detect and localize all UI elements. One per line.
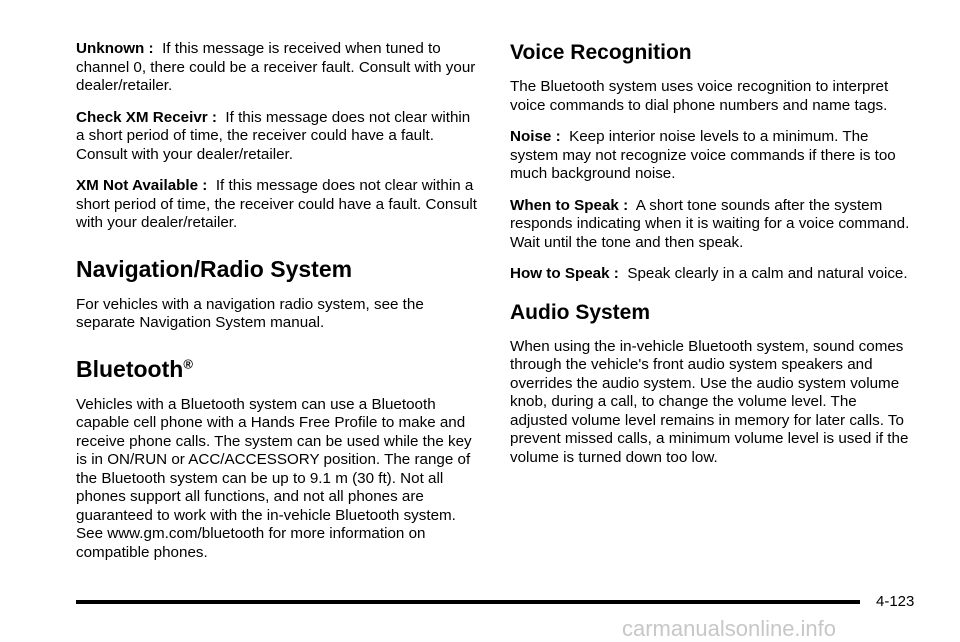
xm-not-available-entry xyxy=(76,177,480,233)
entry-text: Speak clearly in a calm and natural voice. xyxy=(627,265,908,282)
when-to-speak-entry xyxy=(510,197,914,253)
nav-radio-text: For vehicles with a navigation radio system, see the separate Navigation System manual. xyxy=(76,295,424,331)
how-to-speak-entry xyxy=(510,265,914,284)
nav-radio-heading: Navigation/Radio System xyxy=(76,255,353,282)
voice-recognition-text: The Bluetooth system uses voice recognition to interpret voice commands to dial phone numbers and name tags. xyxy=(510,78,889,114)
page-number: 4-123 xyxy=(876,593,915,610)
bluetooth-heading-text: Bluetooth xyxy=(76,355,184,382)
registered-mark: ® xyxy=(183,355,193,371)
term-label: Check XM Receivr : xyxy=(76,108,217,126)
audio-system-heading: Audio System xyxy=(510,300,651,324)
entry-text: Keep interior noise levels to a minimum. The system may not recognize voice commands if there is too much background noise. xyxy=(510,128,896,182)
bluetooth-heading xyxy=(76,355,480,383)
bluetooth-text: Vehicles with a Bluetooth system can use a Bluetooth capable cell phone with a Hands Free Profile to make and receive phone calls. The system can be used while the key is in ON/RUN or ACC/ACCESSORY position. The range of the Bluetooth system can be up to 9.1 m (30 ft). Not all phones support all functions, and not all phones are guaranteed to work with the in-vehicle Bluetooth system. See www.gm.com/bluetooth for more information on compatible phones. xyxy=(76,395,472,561)
term-label: When to Speak : xyxy=(510,196,629,214)
entry-text: If this message does not clear within a short period of time, the receiver could have a fault. Consult with your dealer/retailer. xyxy=(76,177,477,231)
term-label: How to Speak : xyxy=(510,265,619,282)
watermark: carmanualsonline.info xyxy=(622,616,837,641)
entry-text: If this message is received when tuned to channel 0, there could be a receiver fault. Consult with your dealer/retailer. xyxy=(76,40,476,94)
voice-recognition-heading: Voice Recognition xyxy=(510,41,692,64)
xm-unknown-entry xyxy=(76,40,480,96)
entry-text: A short tone sounds after the system responds indicating when it is waiting for a voice command. Wait until the tone and then speak. xyxy=(510,196,910,251)
term-label: Unknown : xyxy=(76,40,154,57)
noise-entry xyxy=(510,128,914,184)
audio-system-text: When using the in-vehicle Bluetooth system, sound comes through the vehicle's front audio system speakers and overrides the audio system. Use the audio system volume knob, during a call, to change the volume level. The adjusted volume level remains in memory for later calls. To prevent missed calls, a minimum volume level is used if the volume is turned down too low. xyxy=(510,337,909,466)
left-column xyxy=(76,40,480,575)
term-label: Noise : xyxy=(510,128,561,145)
entry-text: If this message does not clear within a short period of time, the receiver could have a fault. Consult with your dealer/retailer. xyxy=(76,108,471,163)
footer-rule xyxy=(76,600,860,604)
xm-check-entry xyxy=(76,109,480,165)
right-column xyxy=(510,40,914,480)
term-label: XM Not Available : xyxy=(76,177,208,194)
